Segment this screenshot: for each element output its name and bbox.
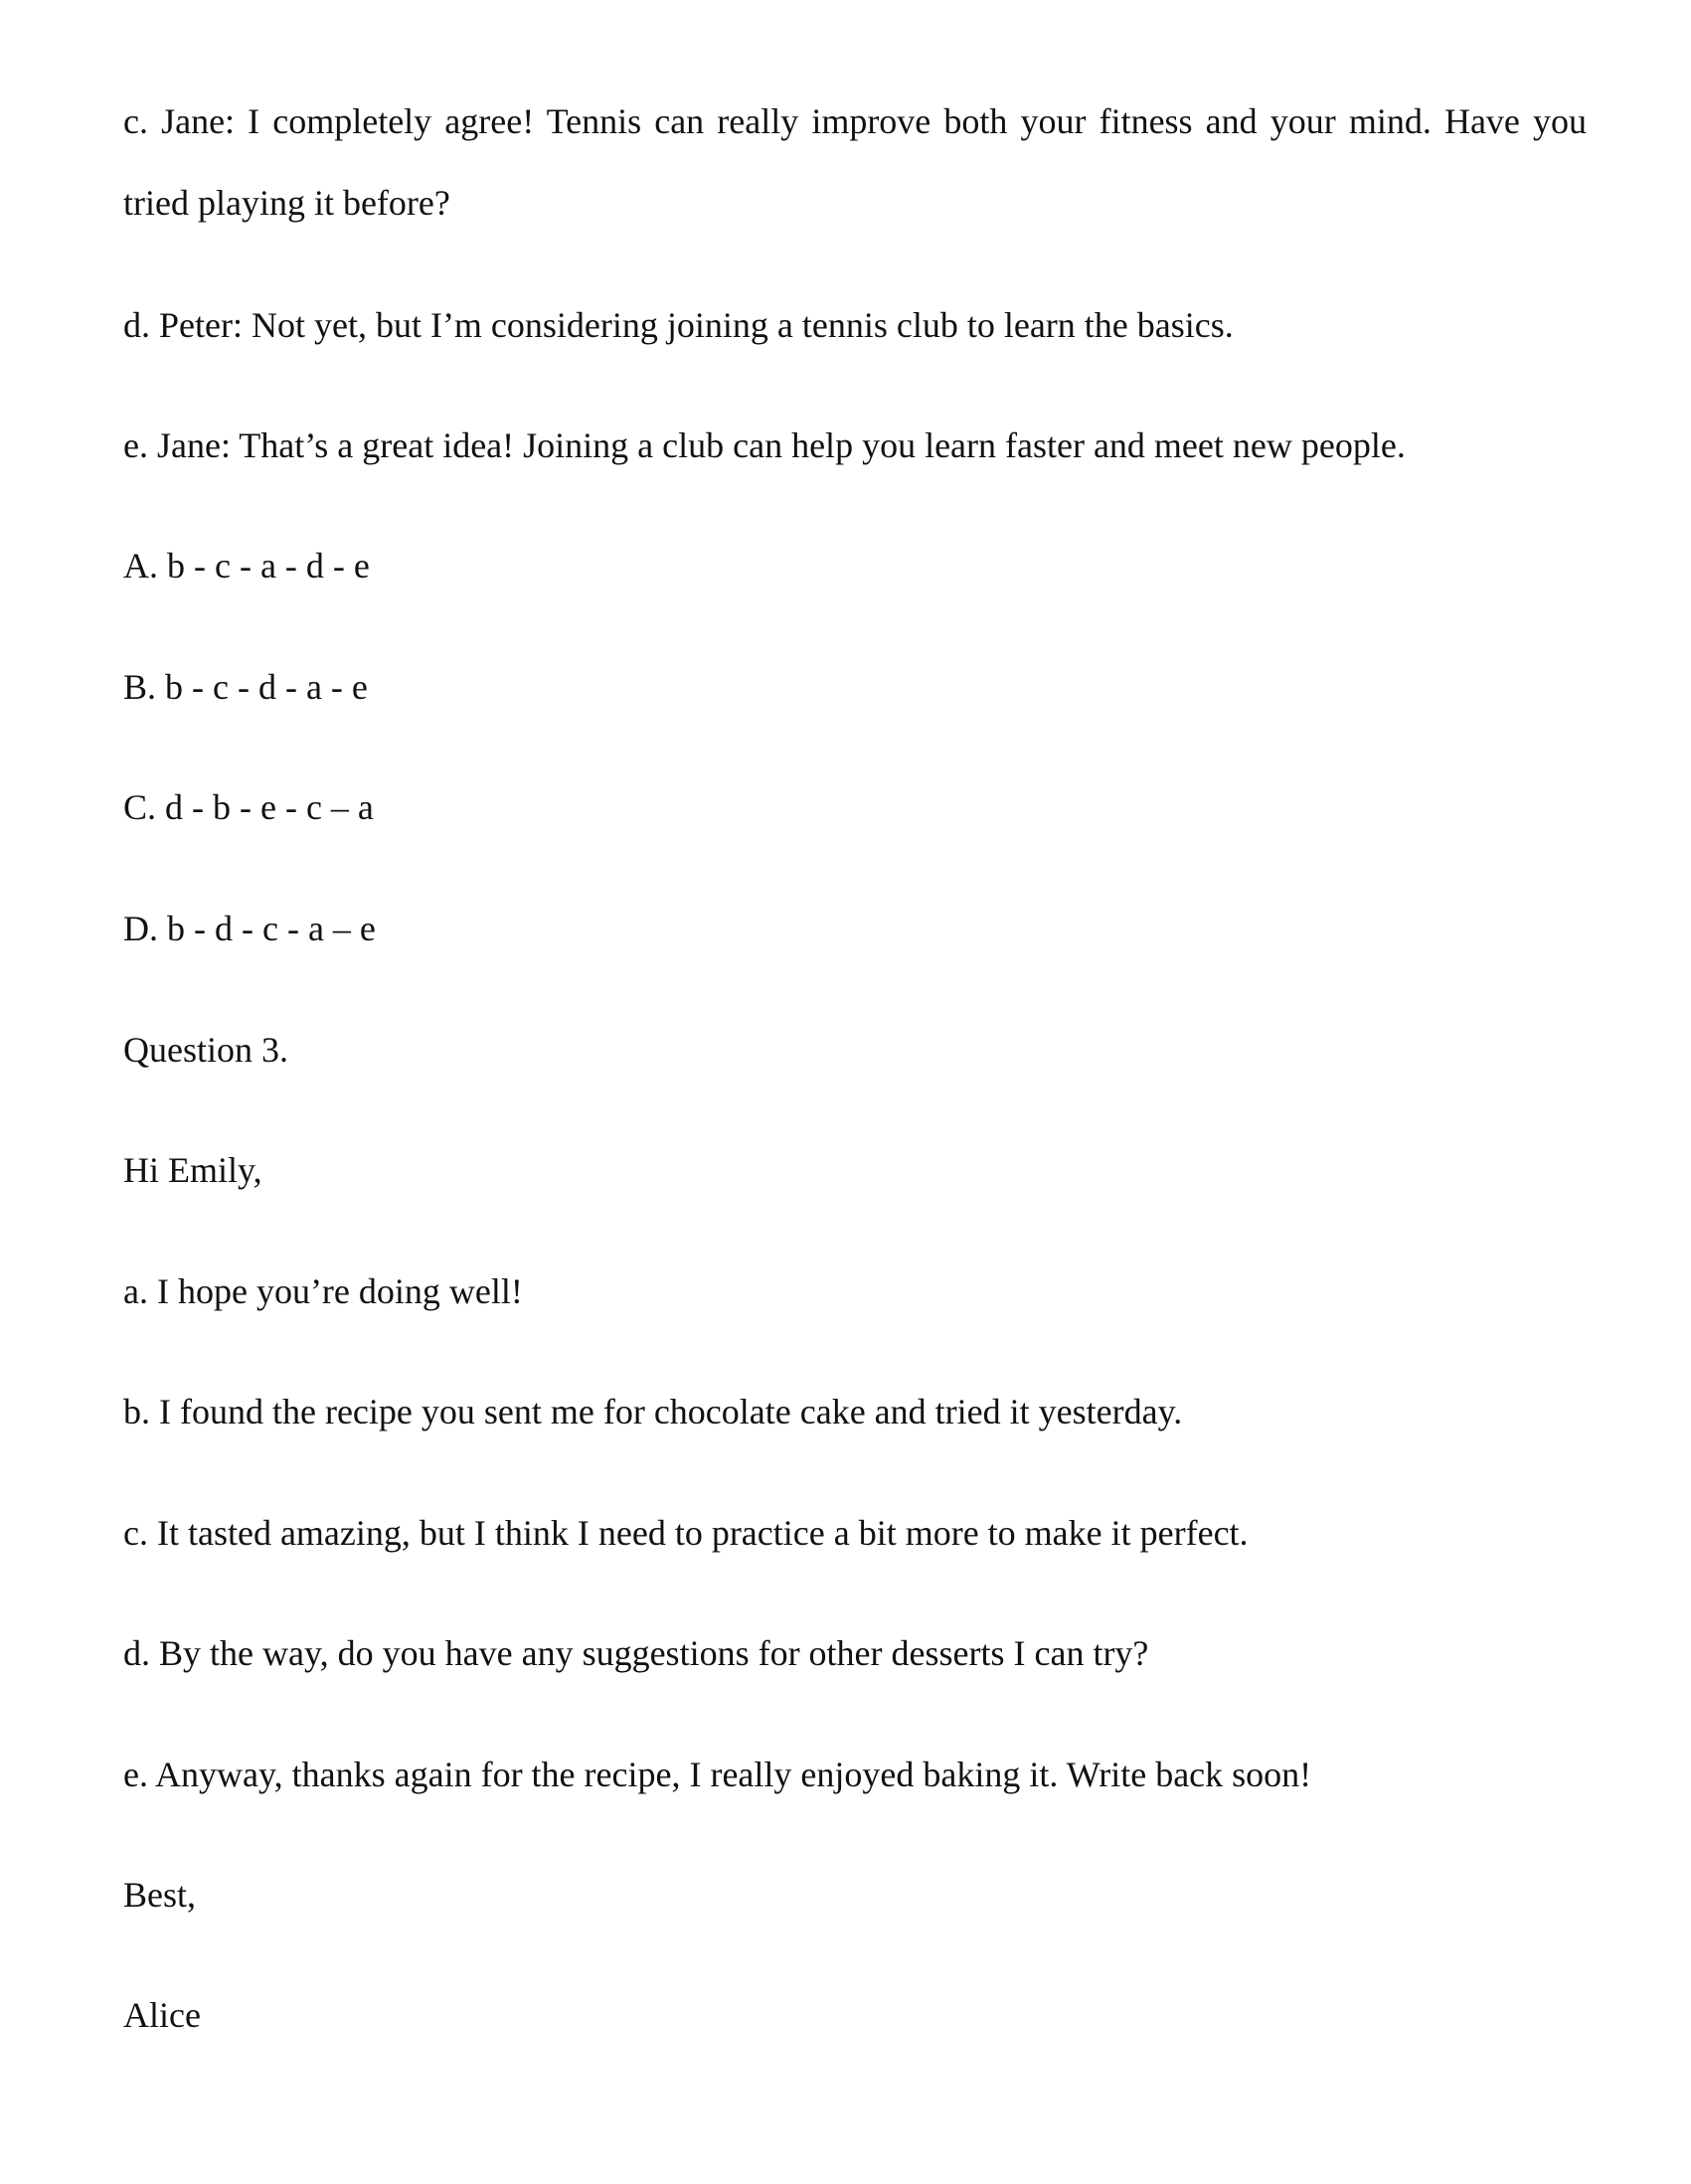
option-c: C. d - b - e - c – a [123, 787, 374, 827]
letter-sentence-b: b. I found the recipe you sent me for chocolate cake and tried it yesterday. [123, 1392, 1183, 1431]
question-3-heading: Question 3. [123, 1030, 288, 1070]
dialogue-line-c-part1: c. Jane: I completely agree! Tennis can really improve both your fitness and your mind. Have you [123, 101, 1587, 141]
letter-sentence-e: e. Anyway, thanks again for the recipe, I really enjoyed baking it. Write back soon! [123, 1755, 1312, 1794]
option-a: A. b - c - a - d - e [123, 546, 370, 586]
letter-closing: Best, [123, 1875, 197, 1915]
letter-signature: Alice [123, 1995, 201, 2035]
letter-sentence-d: d. By the way, do you have any suggestions for other desserts I can try? [123, 1633, 1149, 1673]
letter-sentence-c: c. It tasted amazing, but I think I need to practice a bit more to make it perfect. [123, 1513, 1249, 1553]
dialogue-line-e: e. Jane: That’s a great idea! Joining a club can help you learn faster and meet new people. [123, 425, 1406, 465]
letter-greeting: Hi Emily, [123, 1150, 262, 1190]
letter-sentence-a: a. I hope you’re doing well! [123, 1271, 523, 1311]
option-b: B. b - c - d - a - e [123, 667, 368, 707]
dialogue-line-d: d. Peter: Not yet, but I’m considering joining a tennis club to learn the basics. [123, 305, 1234, 345]
dialogue-line-c-part2: tried playing it before? [123, 183, 450, 223]
option-d: D. b - d - c - a – e [123, 909, 376, 948]
